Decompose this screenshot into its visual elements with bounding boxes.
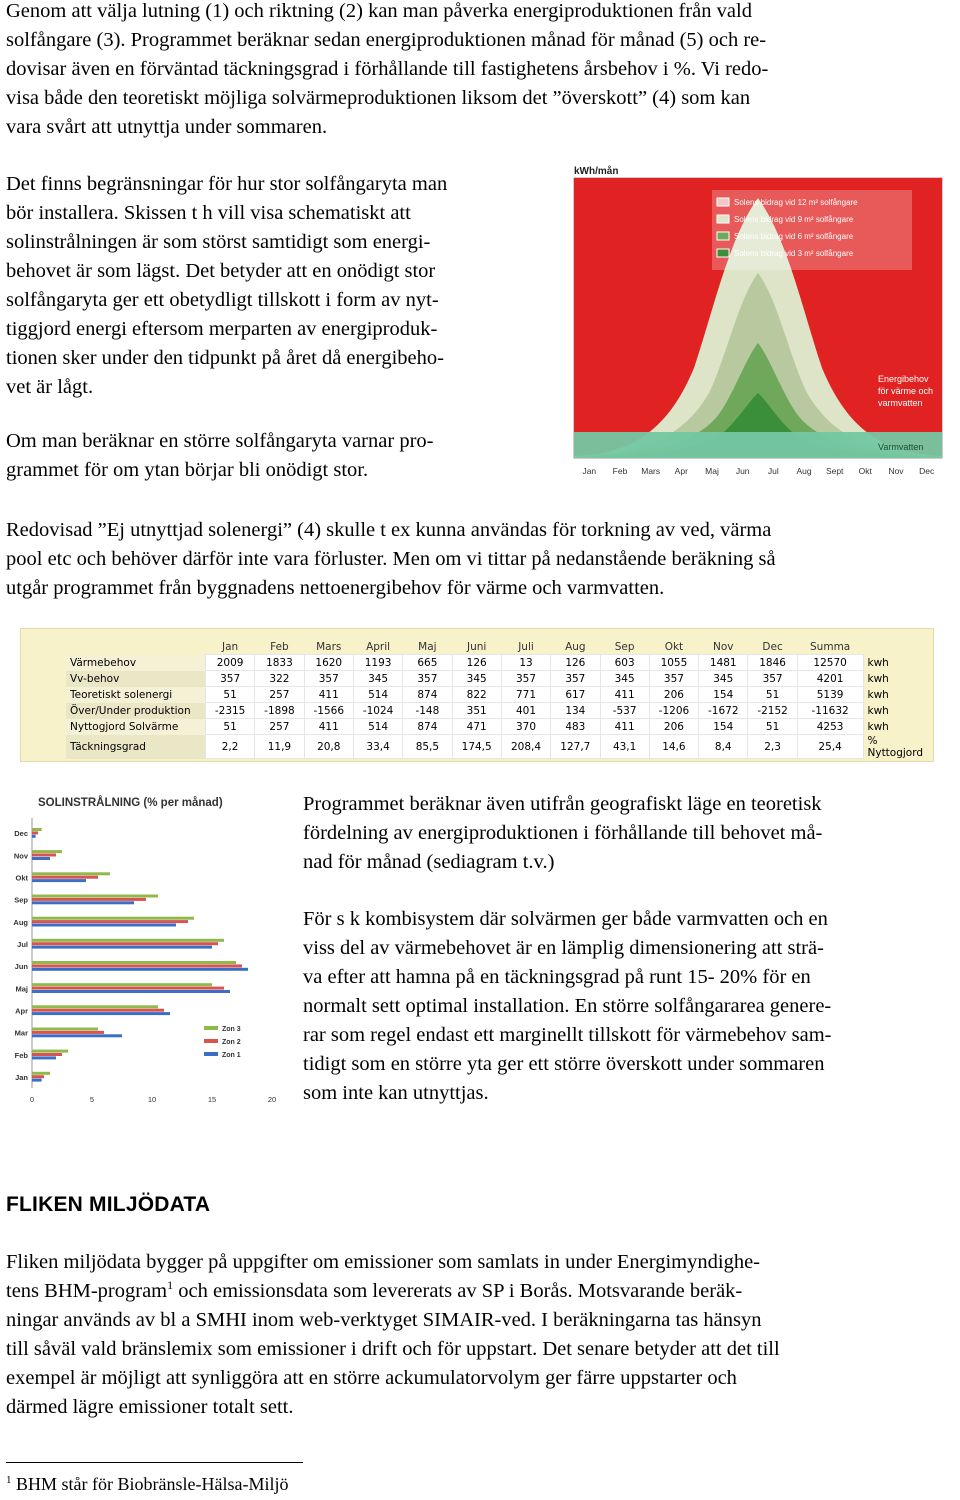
footnote xyxy=(6,1472,288,1496)
text-line: visa både den teoretiskt möjliga solvärmeproduktionen liksom det ”överskott” (4) som kan xyxy=(6,87,751,109)
table-row-label: Täckningsgrad xyxy=(66,735,205,759)
table-cell: 126 xyxy=(551,655,600,671)
section-paragraph xyxy=(6,1248,780,1422)
legend-item: Solens bidrag vid 3 m² solfångare xyxy=(734,249,854,258)
table-cell: 665 xyxy=(403,655,452,671)
bar-zon-2 xyxy=(32,854,56,857)
table-cell: 20,8 xyxy=(304,735,353,759)
text-fragment: och emissionsdata som levererats av SP i Borås. Motsvarande beräk- xyxy=(178,1280,743,1302)
bar-zon-3 xyxy=(32,983,212,986)
table-cell: -1566 xyxy=(304,703,353,719)
table-cell: 2,2 xyxy=(205,735,254,759)
text-line: Programmet beräknar även utifrån geografiskt läge en teoretisk xyxy=(303,793,822,815)
text-line: till såväl vald bränslemix som emissioner i drift och för uppstart. Det senare betyder att det till xyxy=(6,1338,780,1360)
text-line: För s k kombisystem där solvärmen ger både varmvatten och en xyxy=(303,908,828,930)
table-cell: 1620 xyxy=(304,655,353,671)
left-paragraph-1 xyxy=(6,170,447,402)
table-cell: -1024 xyxy=(353,703,402,719)
table-cell: -1672 xyxy=(699,703,748,719)
table-cell: 874 xyxy=(403,687,452,703)
category-tick-label: Sep xyxy=(14,895,28,905)
month-tick-label: Jul xyxy=(767,466,779,476)
table-row-unit: kwh xyxy=(867,688,889,701)
annotation-energy-demand: varmvatten xyxy=(878,398,923,408)
table-column-header: Dec xyxy=(762,640,783,653)
bar-zon-1 xyxy=(32,946,212,949)
month-tick-label: Dec xyxy=(919,466,935,476)
text-fragment: tens BHM-program xyxy=(6,1280,168,1302)
table-unit-header xyxy=(863,639,933,655)
table-cell: 357 xyxy=(205,671,254,687)
bar-zon-1 xyxy=(32,1012,170,1015)
bar-zon-3 xyxy=(32,961,236,964)
table-cell: 370 xyxy=(501,719,550,735)
table-row-unit: % Nyttogjord xyxy=(867,734,924,759)
text-line: behovet är som lägst. Det betyder att en onödigt stor xyxy=(6,260,436,282)
table-cell: 134 xyxy=(551,703,600,719)
table-row xyxy=(66,703,933,719)
bar-zon-2 xyxy=(32,942,218,945)
bar-zon-1 xyxy=(32,1034,122,1037)
bar-zon-1 xyxy=(32,901,134,904)
month-tick-label: Apr xyxy=(674,466,688,476)
table-cell: 471 xyxy=(452,719,501,735)
solar-radiation-bar-chart xyxy=(8,790,288,1108)
table-column-header: Maj xyxy=(418,640,437,653)
legend-swatch xyxy=(204,1039,218,1043)
bar-zon-1 xyxy=(32,879,86,882)
annotation-hot-water: Varmvatten xyxy=(878,442,924,452)
text-line: viss del av värmebehovet är en lämplig dimensionering att strä- xyxy=(303,937,824,959)
table-column-header: Mars xyxy=(316,640,342,653)
table-cell: 514 xyxy=(353,687,402,703)
table-row-label: Över/Under produktion xyxy=(66,703,205,719)
table-cell: 2,3 xyxy=(748,735,797,759)
legend-swatch xyxy=(717,249,729,257)
table-cell: 51 xyxy=(205,719,254,735)
table-row xyxy=(66,735,933,759)
table-column-header: Juni xyxy=(467,640,487,653)
month-tick-label: Mars xyxy=(641,466,661,476)
energy-demand-area-chart xyxy=(566,160,950,482)
table-cell: 603 xyxy=(600,655,649,671)
bar-zon-2 xyxy=(32,898,146,901)
text-line: därmed lägre emissioner totalt sett. xyxy=(6,1396,294,1418)
right-paragraph-1 xyxy=(303,790,822,877)
table-cell: 257 xyxy=(255,719,304,735)
bar-zon-2 xyxy=(32,876,98,879)
table-cell: 257 xyxy=(255,687,304,703)
text-line: dovisar även en förväntad täckningsgrad i förhållande till fastighetens årsbehov i %. Vi redo- xyxy=(6,58,769,80)
category-tick-label: Jul xyxy=(17,939,28,949)
table-cell: 1481 xyxy=(699,655,748,671)
table-body xyxy=(66,655,933,759)
bar-zon-1 xyxy=(32,1079,42,1082)
table-column-header: Summa xyxy=(810,640,851,653)
annotation-energy-demand: Energibehov xyxy=(878,374,929,384)
footnote-number: 1 xyxy=(6,1474,12,1486)
table-cell: 51 xyxy=(748,719,797,735)
table-cell: 25,4 xyxy=(797,735,863,759)
text-line: ningar används av bl a SMHI inom web-verktyget SIMAIR-ved. I beräkningarna tas hänsyn xyxy=(6,1309,762,1331)
month-tick-label: Feb xyxy=(612,466,628,476)
text-line: vet är lågt. xyxy=(6,376,94,398)
table-column-header: Aug xyxy=(565,640,586,653)
bar-zon-1 xyxy=(32,1056,56,1059)
text-line: pool etc och behöver därför inte vara förluster. Men om vi tittar på nedanstående beräkning så xyxy=(6,548,776,570)
table-cell: 322 xyxy=(255,671,304,687)
table-cell: 771 xyxy=(501,687,550,703)
bar-groups xyxy=(13,818,276,1104)
table-cell: 13 xyxy=(501,655,550,671)
table-cell: 206 xyxy=(649,719,698,735)
table-cell: 874 xyxy=(403,719,452,735)
month-tick-label: Jan xyxy=(582,466,597,476)
bar-zon-2 xyxy=(32,920,188,923)
table-cell: 357 xyxy=(403,671,452,687)
table-cell: 8,4 xyxy=(699,735,748,759)
table-cell: 345 xyxy=(600,671,649,687)
category-tick-label: Nov xyxy=(13,851,28,861)
table-cell: 411 xyxy=(304,719,353,735)
table-cell: 345 xyxy=(699,671,748,687)
table-cell: 345 xyxy=(353,671,402,687)
category-tick-label: Jan xyxy=(15,1072,28,1082)
bar-zon-2 xyxy=(32,1075,44,1078)
text-line: solfångare (3). Programmet beräknar sedan energiproduktionen månad för månad (5) och re- xyxy=(6,29,767,51)
legend-swatch xyxy=(204,1052,218,1056)
text-line: Det finns begränsningar för hur stor solfångaryta man xyxy=(6,173,448,195)
category-tick-label: Maj xyxy=(15,984,28,994)
table-column-header: Sep xyxy=(614,640,635,653)
month-tick-label: Maj xyxy=(705,466,719,476)
bar-zon-1 xyxy=(32,990,230,993)
table-row-unit: kwh xyxy=(867,656,889,669)
legend-item: Solens bidrag vid 6 m² solfångare xyxy=(734,232,854,241)
text-line: som inte kan utnyttjas. xyxy=(303,1082,489,1104)
bar-zon-1 xyxy=(32,924,176,927)
table-cell: 11,9 xyxy=(255,735,304,759)
x-tick-label: 5 xyxy=(89,1095,95,1104)
table-row xyxy=(66,719,933,735)
text-line: bör installera. Skissen t h vill visa schematiskt att xyxy=(6,202,411,224)
table-cell: -1898 xyxy=(255,703,304,719)
legend-label: Zon 2 xyxy=(222,1039,241,1046)
table-cell: 43,1 xyxy=(600,735,649,759)
legend-item: Solens bidrag vid 9 m² solfångare xyxy=(734,215,854,224)
bar-chart-svg xyxy=(8,790,288,1108)
category-tick-label: Jun xyxy=(14,962,28,972)
category-tick-label: Mar xyxy=(14,1028,28,1038)
table-cell: 2009 xyxy=(205,655,254,671)
table-cell: 1193 xyxy=(353,655,402,671)
table-cell: -2315 xyxy=(205,703,254,719)
table-corner xyxy=(66,639,205,655)
text-line: rar som regel endast ett marginellt tillskott för värmebehov sam- xyxy=(303,1024,832,1046)
calculation-table xyxy=(66,639,933,759)
table-row xyxy=(66,687,933,703)
section-heading: FLIKEN MILJÖDATA xyxy=(6,1193,211,1216)
month-tick-label: Okt xyxy=(858,466,872,476)
text-line: tiggjord energi eftersom merparten av energiproduk- xyxy=(6,318,438,340)
table-cell: -148 xyxy=(403,703,452,719)
text-line: vara svårt att utnyttja under sommaren. xyxy=(6,116,328,138)
table-cell: 351 xyxy=(452,703,501,719)
text-line: va efter att hamna på en täckningsgrad på runt 15- 20% för en xyxy=(303,966,811,988)
table-cell: 401 xyxy=(501,703,550,719)
bar-zon-3 xyxy=(32,895,158,898)
bar-zon-3 xyxy=(32,1028,98,1031)
legend-swatch xyxy=(717,215,729,223)
bar-zon-3 xyxy=(32,1005,158,1008)
table-cell: 822 xyxy=(452,687,501,703)
table-row-unit: kwh xyxy=(867,672,889,685)
calculation-table-panel xyxy=(20,628,934,762)
table-cell: 208,4 xyxy=(501,735,550,759)
table-cell: 4201 xyxy=(797,671,863,687)
table-column-header: Juli xyxy=(518,640,534,653)
table-row-label: Vv-behov xyxy=(66,671,205,687)
text-line: normalt sett optimal installation. En större solfångararea genere- xyxy=(303,995,832,1017)
text-line: Fliken miljödata bygger på uppgifter om emissioner som samlats in under Energimyndighe- xyxy=(6,1251,760,1273)
legend-label: Zon 1 xyxy=(222,1052,241,1059)
table-cell: -2152 xyxy=(748,703,797,719)
legend-item: Solens bidrag vid 12 m² solfångare xyxy=(734,198,858,207)
table-cell: 12570 xyxy=(797,655,863,671)
category-tick-label: Dec xyxy=(14,829,28,839)
bar-zon-3 xyxy=(32,939,224,942)
table-row-label: Nyttogjord Solvärme xyxy=(66,719,205,735)
category-tick-label: Aug xyxy=(13,917,28,927)
table-cell: 154 xyxy=(699,687,748,703)
table-cell: 206 xyxy=(649,687,698,703)
bar-zon-2 xyxy=(32,964,242,967)
table-cell: 357 xyxy=(501,671,550,687)
table-column-header: April xyxy=(366,640,391,653)
chart-ylabel: kWh/mån xyxy=(574,166,619,177)
month-tick-label: Nov xyxy=(888,466,904,476)
bar-zon-2 xyxy=(32,1053,62,1056)
text-line: exempel är möjligt att synliggöra att en större ackumulatorvolym ger färre uppstarter och xyxy=(6,1367,737,1389)
bar-chart-title: SOLINSTRÅLNING (% per månad) xyxy=(38,797,223,809)
x-tick-label: 20 xyxy=(267,1095,277,1104)
table-cell: 483 xyxy=(551,719,600,735)
table-header-row xyxy=(66,639,933,655)
right-paragraph-2 xyxy=(303,905,832,1108)
table-row-label: Teoretiskt solenergi xyxy=(66,687,205,703)
bar-zon-3 xyxy=(32,1072,50,1075)
table-cell: 154 xyxy=(699,719,748,735)
table-cell: 357 xyxy=(304,671,353,687)
text-line: solinstrålningen är som störst samtidigt som energi- xyxy=(6,231,431,253)
paragraph-net-energy xyxy=(6,516,776,603)
legend-swatch xyxy=(204,1026,218,1030)
bar-zon-3 xyxy=(32,828,42,831)
bar-zon-3 xyxy=(32,850,62,853)
table-cell: -1206 xyxy=(649,703,698,719)
table-column-header: Nov xyxy=(713,640,734,653)
table-cell: 345 xyxy=(452,671,501,687)
table-cell: 126 xyxy=(452,655,501,671)
table-cell: 617 xyxy=(551,687,600,703)
table-cell: 411 xyxy=(304,687,353,703)
bar-zon-1 xyxy=(32,857,50,860)
table-cell: 127,7 xyxy=(551,735,600,759)
table-cell: 51 xyxy=(748,687,797,703)
x-tick-label: 10 xyxy=(147,1095,157,1104)
table-cell: 14,6 xyxy=(649,735,698,759)
table-cell: 1846 xyxy=(748,655,797,671)
table-cell: 357 xyxy=(649,671,698,687)
table-cell: 411 xyxy=(600,719,649,735)
text-line: solfångaryta ger ett obetydligt tillskott i form av nyt- xyxy=(6,289,439,311)
table-cell: 51 xyxy=(205,687,254,703)
table-cell: 357 xyxy=(551,671,600,687)
bar-zon-1 xyxy=(32,968,248,971)
footnote-divider xyxy=(6,1462,303,1463)
table-column-header: Feb xyxy=(270,640,289,653)
table-column-header: Okt xyxy=(664,640,684,653)
table-row-unit: kwh xyxy=(867,720,889,733)
table-cell: 357 xyxy=(748,671,797,687)
text-line xyxy=(6,1277,780,1306)
footnote-text: BHM står för Biobränsle-Hälsa-Miljö xyxy=(16,1474,289,1494)
bar-zon-2 xyxy=(32,1009,164,1012)
text-line: Om man beräknar en större solfångaryta varnar pro- xyxy=(6,430,434,452)
bar-zon-2 xyxy=(32,1031,104,1034)
text-line: nad för månad (sediagram t.v.) xyxy=(303,851,555,873)
left-paragraph-2 xyxy=(6,427,433,485)
text-line: fördelning av energiproduktionen i förhållande till behovet må- xyxy=(303,822,823,844)
bar-zon-3 xyxy=(32,917,194,920)
text-line: Redovisad ”Ej utnyttjad solenergi” (4) skulle t ex kunna användas för torkning av ved, värma xyxy=(6,519,772,541)
table-cell: 5139 xyxy=(797,687,863,703)
table-cell: -11632 xyxy=(797,703,863,719)
month-tick-label: Aug xyxy=(796,466,812,476)
table-column-header: Jan xyxy=(222,640,239,653)
x-tick-label: 0 xyxy=(29,1095,35,1104)
category-tick-label: Feb xyxy=(14,1050,28,1060)
intro-paragraph xyxy=(6,0,768,142)
table-row xyxy=(66,671,933,687)
table-cell: -537 xyxy=(600,703,649,719)
legend-label: Zon 3 xyxy=(222,1026,241,1033)
table-cell: 1055 xyxy=(649,655,698,671)
table-cell: 33,4 xyxy=(353,735,402,759)
table-cell: 174,5 xyxy=(452,735,501,759)
month-tick-label: Jun xyxy=(735,466,750,476)
annotation-energy-demand: för värme och xyxy=(878,386,934,396)
text-line: Genom att välja lutning (1) och riktning (2) kan man påverka energiproduktionen från vald xyxy=(6,0,752,22)
text-line: tidigt som en större yta ger ett större överskott under sommaren xyxy=(303,1053,825,1075)
table-row-unit: kwh xyxy=(867,704,889,717)
text-line: grammet för om ytan börjar bli onödigt stor. xyxy=(6,459,369,481)
month-axis xyxy=(582,466,935,476)
table-cell: 85,5 xyxy=(403,735,452,759)
category-tick-label: Okt xyxy=(15,873,28,883)
bar-zon-2 xyxy=(32,831,38,834)
legend-swatch xyxy=(717,198,729,206)
bar-zon-3 xyxy=(32,872,110,875)
x-tick-label: 15 xyxy=(207,1095,217,1104)
text-line: tionen sker under den tidpunkt på året då energibeho- xyxy=(6,347,444,369)
bar-zon-3 xyxy=(32,1050,68,1053)
bar-zon-2 xyxy=(32,987,224,990)
table-cell: 411 xyxy=(600,687,649,703)
table-row xyxy=(66,655,933,671)
table-cell: 514 xyxy=(353,719,402,735)
table-cell: 1833 xyxy=(255,655,304,671)
category-tick-label: Apr xyxy=(15,1006,28,1016)
legend-swatch xyxy=(717,232,729,240)
table-row-label: Värmebehov xyxy=(66,655,205,671)
text-line: utgår programmet från byggnadens nettoenergibehov för värme och varmvatten. xyxy=(6,577,665,599)
table-cell: 4253 xyxy=(797,719,863,735)
bar-zon-1 xyxy=(32,835,36,838)
footnote-reference: 1 xyxy=(167,1278,174,1293)
month-tick-label: Sept xyxy=(825,466,844,476)
